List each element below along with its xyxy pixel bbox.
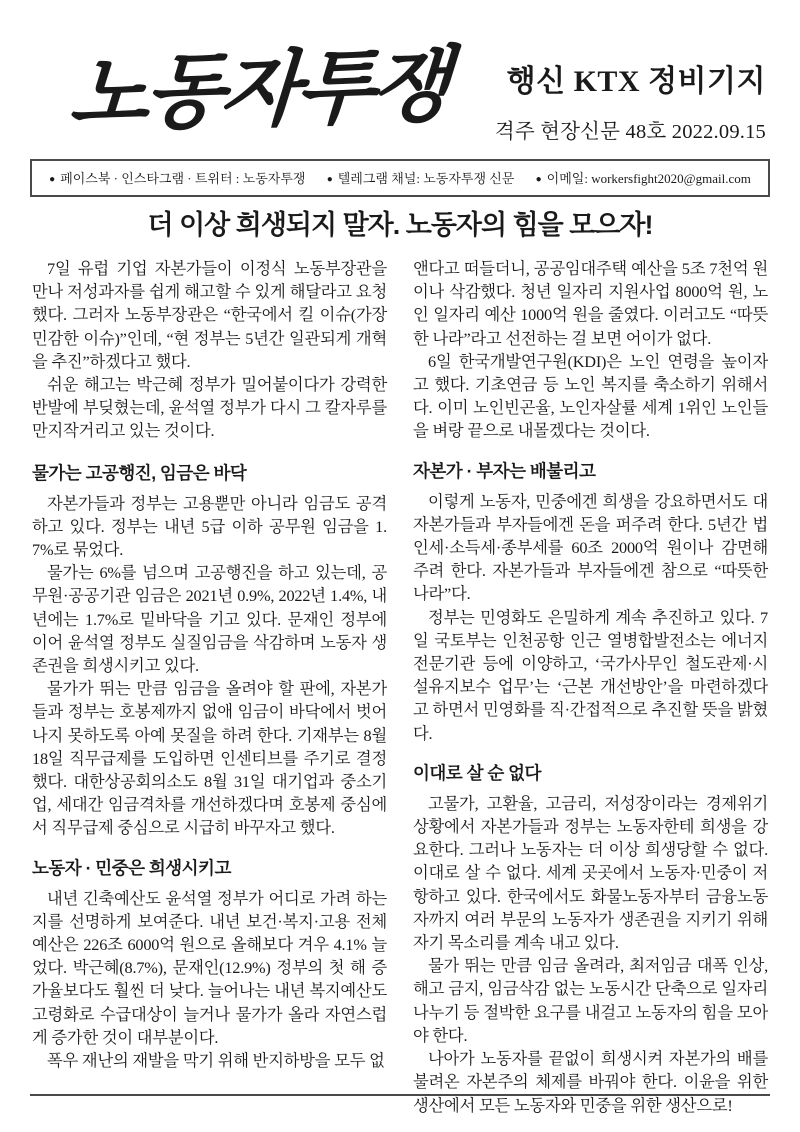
paragraph: 물가 뛰는 만큼 임금 올려라, 최저임금 대폭 인상, 해고 금지, 임금삭감 없는 노동시간 단축으로 일자리 나누기 등 절박한 요구를 내걸고 노동자의 힘을 모아야 한다. [413, 956, 768, 1045]
paragraph: 나아가 노동자를 끝없이 희생시켜 자본가의 배를 불려온 자본주의 체제를 바꿔야 한다. 이윤을 위한 생산에서 모든 노동자와 민중을 위한 생산으로! [413, 1049, 768, 1115]
section-heading: 자본가 · 부자는 배불리고 [413, 460, 596, 481]
paragraph: 쉬운 해고는 박근혜 정부가 밀어붙이다가 강력한 반발에 부딪혔는데, 윤석열 정부가 다시 그 칼자루를 만지작거리고 있는 것이다. [32, 375, 387, 441]
left-column [32, 257, 387, 1088]
section-heading: 물가는 고공행진, 임금은 바닥 [32, 462, 247, 483]
contact-telegram-label: 텔레그램 채널: 노동자투쟁 신문 [337, 171, 515, 186]
contact-social [49, 171, 305, 186]
contact-social-label: 페이스북 · 인스타그램 · 트위터 : 노동자투쟁 [60, 171, 306, 186]
paragraph: 앤다고 떠들더니, 공공임대주택 예산을 5조 7천억 원이나 삭감했다. 청년 일자리 지원사업 8000억 원, 노인 일자리 예산 1000억 원을 줄였다. 이러고도 “따뜻한 나라”라고 선전하는 걸 보면 어이가 없다. [413, 259, 768, 348]
main-headline: 더 이상 희생되지 말자. 노동자의 힘을 모으자! [147, 210, 653, 240]
paragraph: 7일 유럽 기업 자본가들이 이정식 노동부장관을 만나 저성과자를 쉽게 해고할 수 있게 해달라고 요청했다. 그러자 노동부장관은 “한국에서 킬 이슈(가장 민감한 이슈)”인데, “현 정부는 5년간 일관되게 개혁을 추진”하겠다고 했다. [32, 259, 387, 371]
paragraph: 폭우 재난의 재발을 막기 위해 반지하방을 모두 없 [47, 1051, 385, 1071]
paragraph: 고물가, 고환율, 고금리, 저성장이라는 경제위기 상황에서 자본가들과 정부는 노동자한테 희생을 강요한다. 그러나 노동자는 더 이상 희생당할 수 없다. 이대로 살 수 없다. 세계 곳곳에서 노동자·민중이 저항하고 있다. 한국에서도 화물노동자부터 금융노동자까지 여러 부문의 노동자가 생존권을 지키기 위해 자기 목소리를 계속 내고 있다. [413, 793, 768, 953]
contact-bar [30, 159, 770, 197]
article-body [32, 257, 768, 1115]
contact-telegram [327, 171, 515, 186]
bullet-icon: ● [326, 174, 333, 185]
paragraph: 자본가들과 정부는 고용뿐만 아니라 임금도 공격하고 있다. 정부는 내년 5급 이하 공무원 임금을 1.7%로 묶었다. [32, 493, 387, 560]
contact-email-label: 이메일: workersfight2020@gmail.com [546, 171, 751, 186]
bullet-icon: ● [535, 174, 542, 185]
edition-title: 행신 KTX 정비기지 [506, 65, 766, 98]
section-heading: 노동자 · 민중은 희생시키고 [32, 857, 231, 878]
paragraph: 내년 긴축예산도 윤석열 정부가 어디로 가려 하는지를 선명하게 보여준다. 내년 보건·복지·고용 전체 예산은 226조 6000억 원으로 올해보다 겨우 4.1% 늘었다. 박근혜(8.7%), 문재인(12.9%) 정부의 첫 해 증가율보다도 훨씬 더 낮다. 늘어나는 내년 복지예산도 고령화로 수급대상이 늘거나 물가가 올라 자연스럽게 증가한 것이 대부분이다. [32, 888, 387, 1047]
masthead [32, 38, 768, 156]
section-heading: 이대로 살 순 없다 [413, 762, 541, 783]
right-column [413, 257, 768, 1115]
paragraph: 물가는 6%를 넘으며 고공행진을 하고 있는데, 공무원·공공기관 임금은 2021년 0.9%, 2022년 1.4%, 내년에는 1.7%로 밑바닥을 기고 있다. 문재인 정부에 이어 윤석열 정부도 실질임금을 삭감하며 노동자 생존권을 희생시키고 있다. [32, 563, 387, 676]
masthead-right [495, 56, 766, 144]
paragraph: 6일 한국개발연구원(KDI)은 노인 연령을 높이자고 했다. 기초연금 등 노인 복지를 축소하기 위해서다. 이미 노인빈곤율, 노인자살률 세계 1위인 노인들을 벼랑 끝으로 내몰겠다는 것이다. [413, 351, 768, 441]
paragraph: 물가가 뛰는 만큼 임금을 올려야 할 판에, 자본가들과 정부는 호봉제까지 없애 임금이 바닥에서 벗어나지 못하도록 아예 못질을 하려 한다. 기재부는 8월 18일 직무급제를 도입하면 인센티브를 주기로 결정했다. 대한상공회의소도 8월 31일 대기업과 중소기업, 세대간 임금격차를 개선하겠다며 호봉제 중심에서 직무급제 중심으로 시급히 바꾸자고 했다. [32, 679, 387, 838]
issue-line: 격주 현장신문 48호 2022.09.15 [494, 121, 766, 143]
bullet-icon: ● [49, 174, 56, 185]
newspaper-logo: 노동자투쟁 [66, 40, 450, 141]
paragraph: 정부는 민영화도 은밀하게 계속 추진하고 있다. 7일 국토부는 인천공항 인근 열병합발전소는 에너지 전문기관 등에 이양하고, ‘국가사무인 철도관제·시설유지보수 업무’는 ‘근본 개선방안’을 마련하겠다고 하면서 민영화를 직·간접적으로 추진할 뜻을 밝혔다. [413, 607, 768, 743]
contact-email [536, 171, 751, 186]
paragraph: 이렇게 노동자, 민중에겐 희생을 강요하면서도 대자본가들과 부자들에겐 돈을 퍼주려 한다. 5년간 법인세·소득세·종부세를 60조 2000억 원이나 감면해 주려 한다. 자본가들과 부자들에겐 참으로 “따뜻한 나라”다. [413, 491, 768, 604]
bottom-divider [30, 1094, 770, 1096]
